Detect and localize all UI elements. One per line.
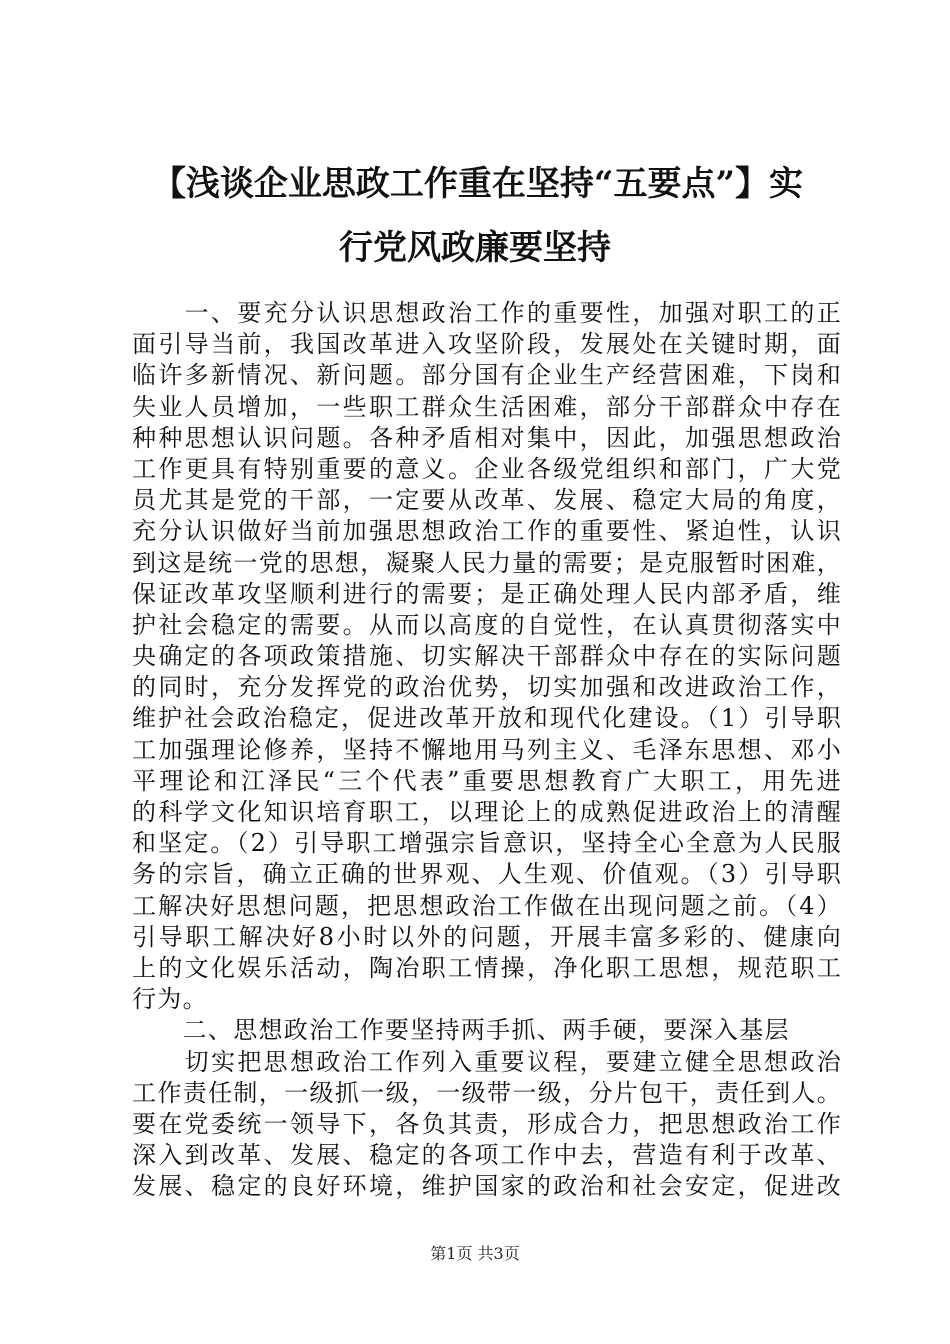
body-line: 面引导当前，我国改革进入攻坚阶段，发展处在关键时期，面	[132, 330, 842, 359]
body-line: 种种思想认识问题。各种矛盾相对集中，因此，加强思想政治	[132, 423, 842, 452]
body-line: 工加强理论修养，坚持不懈地用马列主义、毛泽东思想、邓小	[132, 735, 842, 764]
body-line: 充分认识做好当前加强思想政治工作的重要性、紧迫性，认识	[132, 517, 842, 546]
body-line: 务的宗旨，确立正确的世界观、人生观、价值观。（3）引导职	[132, 860, 842, 889]
body-line: 的科学文化知识培育职工，以理论上的成熟促进政治上的清醒	[132, 798, 842, 826]
body-line: 工作更具有特别重要的意义。企业各级党组织和部门，广大党	[132, 454, 842, 483]
body-line: 维护社会政治稳定，促进改革开放和现代化建设。（1）引导职	[132, 704, 842, 733]
document-body	[132, 298, 842, 1202]
body-line: 行为。	[132, 985, 208, 1014]
body-line: 护社会稳定的需要。从而以高度的自觉性，在认真贯彻落实中	[132, 610, 842, 639]
body-line: 央确定的各项政策措施、切实解决干部群众中存在的实际问题	[132, 642, 842, 671]
body-line: 平理论和江泽民“三个代表”重要思想教育广大职工，用先进	[132, 766, 842, 795]
body-line: 发展、稳定的良好环境，维护国家的政治和社会安定，促进改	[132, 1172, 842, 1201]
body-line: 失业人员增加，一些职工群众生活困难，部分干部群众中存在	[132, 392, 842, 421]
body-line: 深入到改革、发展、稳定的各项工作中去，营造有利于改革、	[132, 1141, 842, 1170]
title-line-1: 【浅谈企业思政工作重在坚持“五要点”】实	[151, 164, 804, 204]
body-line: 一、要充分认识思想政治工作的重要性，加强对职工的正	[132, 299, 842, 327]
body-line: 二、思想政治工作要坚持两手抓、两手硬，要深入基层	[132, 1016, 790, 1045]
page-footer: 第1页 共3页	[430, 1244, 520, 1263]
body-line: 到这是统一党的思想，凝聚人民力量的需要；是克服暂时困难，	[132, 548, 842, 577]
body-line: 上的文化娱乐活动，陶冶职工情操，净化职工思想，规范职工	[132, 953, 842, 982]
body-line: 工解决好思想问题，把思想政治工作做在出现问题之前。（4）	[132, 891, 842, 920]
body-line: 切实把思想政治工作列入重要议程，要建立健全思想政治	[132, 1047, 842, 1076]
body-line: 引导职工解决好8小时以外的问题，开展丰富多彩的、健康向	[132, 922, 842, 951]
body-line: 要在党委统一领导下，各负其责，形成合力，把思想政治工作	[132, 1109, 842, 1138]
body-line: 工作责任制，一级抓一级，一级带一级，分片包干，责任到人。	[132, 1078, 842, 1107]
body-line: 保证改革攻坚顺利进行的需要；是正确处理人民内部矛盾，维	[132, 579, 842, 608]
body-line: 临许多新情况、新问题。部分国有企业生产经营困难，下岗和	[132, 361, 842, 390]
title-line-2: 行党风政廉要坚持	[339, 228, 611, 268]
body-line: 员尤其是党的干部，一定要从改革、发展、稳定大局的角度，	[132, 486, 842, 515]
body-line: 的同时，充分发挥党的政治优势，切实加强和改进政治工作，	[132, 673, 842, 702]
body-line: 和坚定。（2）引导职工增强宗旨意识，坚持全心全意为人民服	[132, 829, 842, 858]
